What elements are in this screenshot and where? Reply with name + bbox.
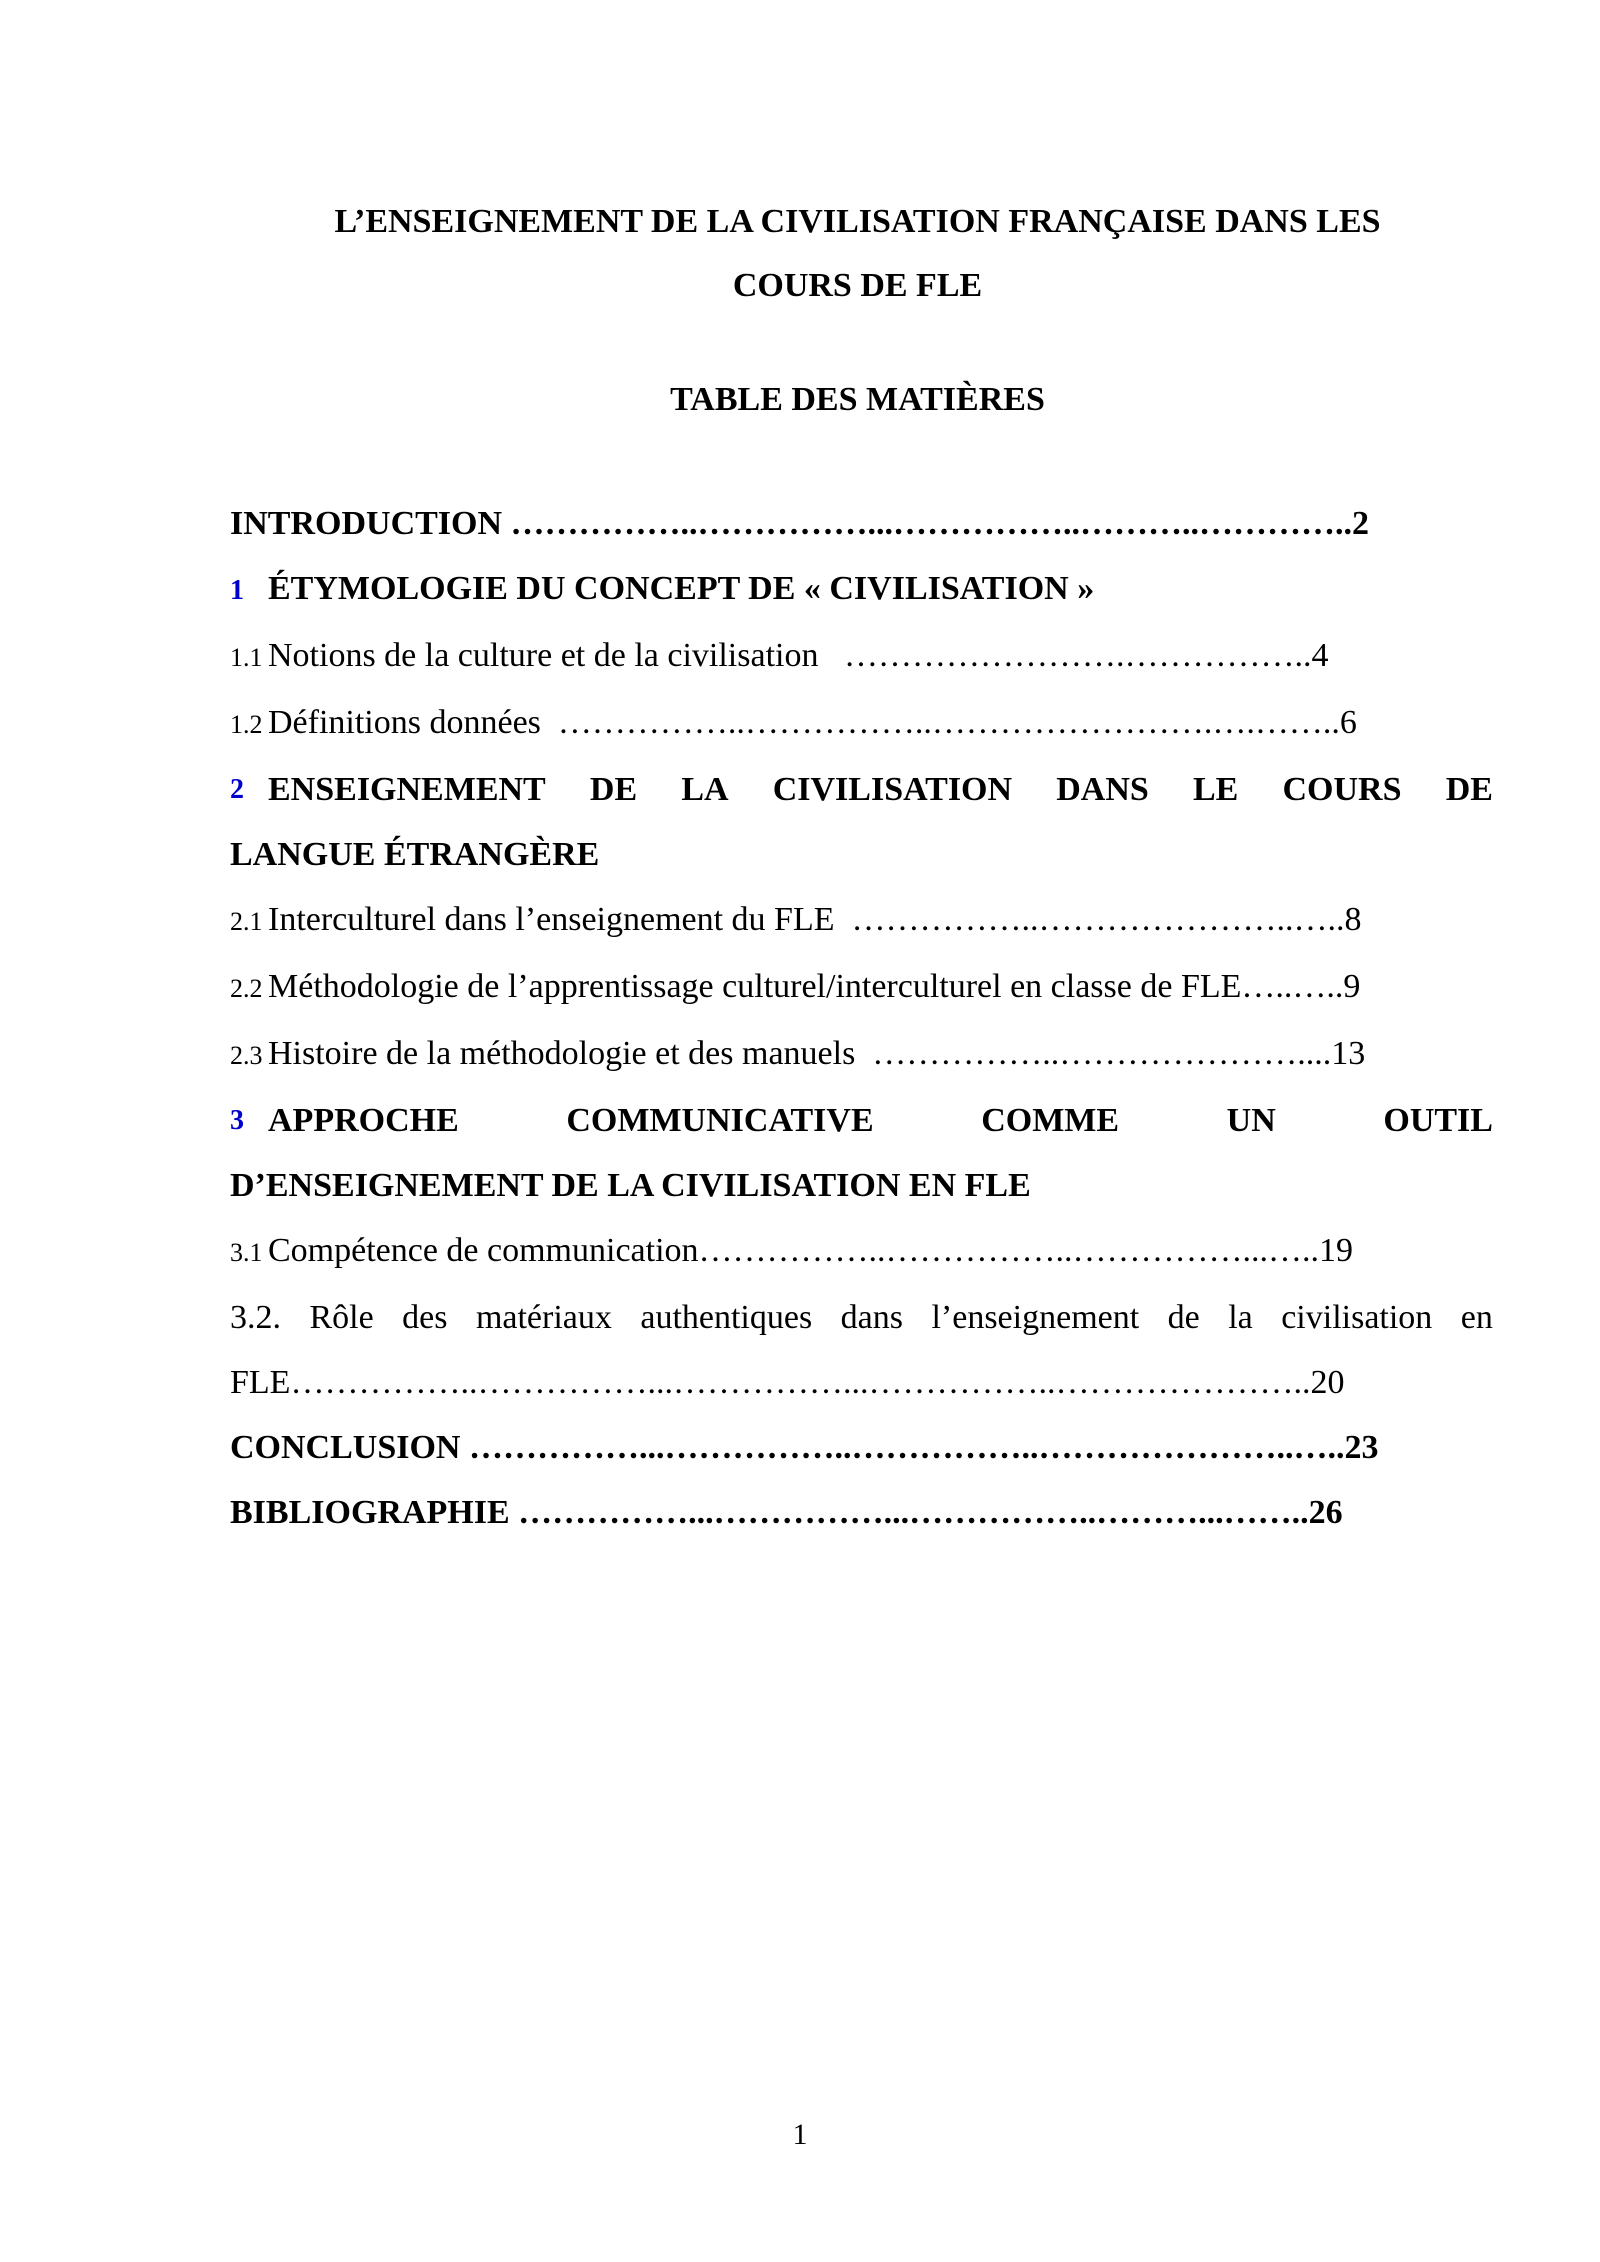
title-word: LE bbox=[1192, 771, 1239, 808]
document-title bbox=[230, 190, 1485, 318]
toc-entry-2-1[interactable] bbox=[230, 887, 1493, 954]
title-word: APPROCHE bbox=[268, 1102, 459, 1139]
toc-entry-label: Compétence de communication……………..……………..……………...…..19 bbox=[268, 1232, 1354, 1269]
toc-entry-label: BIBLIOGRAPHIE ……………...……………...……………..………...……..26 bbox=[230, 1494, 1343, 1531]
toc-entry-label: Histoire de la méthodologie et des manuels ……………..…………………....13 bbox=[268, 1035, 1366, 1072]
toc-entry-label: CONCLUSION ……………...……………..……………..…………………..…..23 bbox=[230, 1429, 1379, 1466]
title-word: ENSEIGNEMENT bbox=[268, 771, 546, 808]
title-line-1: L’ENSEIGNEMENT DE LA CIVILISATION FRANÇAISE DANS LES bbox=[334, 203, 1381, 240]
toc-entry-conclusion[interactable] bbox=[230, 1415, 1493, 1480]
entry-word: authentiques bbox=[640, 1299, 813, 1336]
toc-entry-3-1[interactable] bbox=[230, 1218, 1493, 1285]
entry-word: dans bbox=[840, 1299, 903, 1336]
toc-section-2[interactable] bbox=[230, 757, 1493, 887]
entry-line-2: FLE……………..……………...……………...……………..…………………..20 bbox=[230, 1364, 1345, 1401]
toc-entry-label: Définitions données ……………..……………..…………………….….……..6 bbox=[268, 704, 1357, 741]
subsection-number: 1.2 bbox=[230, 710, 263, 739]
entry-word: Rôle bbox=[309, 1299, 374, 1336]
title-word: CIVILISATION bbox=[772, 771, 1013, 808]
table-of-contents bbox=[230, 491, 1493, 1545]
toc-entry-label: Notions de la culture et de la civilisation …………………….……………..4 bbox=[268, 637, 1329, 674]
toc-entry-2-3[interactable] bbox=[230, 1021, 1493, 1088]
title-word: LA bbox=[681, 771, 729, 808]
section-title-line-1 bbox=[268, 757, 1493, 822]
toc-entry-label: INTRODUCTION ……………..……………...……………..………..…………..2 bbox=[230, 505, 1370, 542]
section-title-line-2: LANGUE ÉTRANGÈRE bbox=[230, 836, 600, 873]
toc-heading: TABLE DES MATIÈRES bbox=[670, 381, 1045, 418]
toc-entry-1-1[interactable] bbox=[230, 623, 1493, 690]
title-word: DE bbox=[589, 771, 638, 808]
entry-word: civilisation bbox=[1281, 1299, 1433, 1336]
toc-section-1[interactable] bbox=[230, 556, 1493, 623]
toc-entry-label: Méthodologie de l’apprentissage culturel/interculturel en classe de FLE…..…..9 bbox=[268, 968, 1361, 1005]
toc-section-3[interactable] bbox=[230, 1088, 1493, 1218]
title-word: COMMUNICATIVE bbox=[566, 1102, 874, 1139]
entry-line-1 bbox=[230, 1285, 1493, 1350]
subsection-number: 2.3 bbox=[230, 1041, 263, 1070]
section-number: 1 bbox=[230, 575, 244, 606]
section-number: 2 bbox=[230, 774, 244, 805]
toc-entry-introduction[interactable] bbox=[230, 491, 1493, 556]
subsection-number: 2.1 bbox=[230, 907, 263, 936]
title-word: COMME bbox=[981, 1102, 1120, 1139]
toc-entry-2-2[interactable] bbox=[230, 954, 1493, 1021]
toc-entry-label: Interculturel dans l’enseignement du FLE ……………..…………………..…..8 bbox=[268, 901, 1362, 938]
section-title: ÉTYMOLOGIE DU CONCEPT DE « CIVILISATION » bbox=[268, 570, 1095, 607]
title-word: DE bbox=[1445, 771, 1493, 808]
entry-word: des bbox=[402, 1299, 448, 1336]
title-word: COURS bbox=[1282, 771, 1402, 808]
page-number: 1 bbox=[792, 2118, 808, 2151]
entry-word: la bbox=[1228, 1299, 1253, 1336]
section-number: 3 bbox=[230, 1105, 244, 1136]
title-word: DANS bbox=[1056, 771, 1149, 808]
entry-word: de bbox=[1167, 1299, 1200, 1336]
entry-word: 3.2. bbox=[230, 1299, 281, 1336]
title-word: UN bbox=[1226, 1102, 1276, 1139]
subsection-number: 2.2 bbox=[230, 974, 263, 1003]
toc-entry-bibliographie[interactable] bbox=[230, 1480, 1493, 1545]
subsection-number: 3.1 bbox=[230, 1238, 263, 1267]
toc-entry-1-2[interactable] bbox=[230, 690, 1493, 757]
toc-entry-3-2[interactable] bbox=[230, 1285, 1493, 1415]
section-title-line-2: D’ENSEIGNEMENT DE LA CIVILISATION EN FLE bbox=[230, 1167, 1031, 1204]
section-title-line-1 bbox=[268, 1088, 1493, 1153]
entry-word: l’enseignement bbox=[931, 1299, 1140, 1336]
subsection-number: 1.1 bbox=[230, 643, 263, 672]
title-word: OUTIL bbox=[1383, 1102, 1493, 1139]
title-line-2: COURS DE FLE bbox=[732, 267, 983, 304]
entry-word: matériaux bbox=[475, 1299, 612, 1336]
entry-word: en bbox=[1460, 1299, 1493, 1336]
